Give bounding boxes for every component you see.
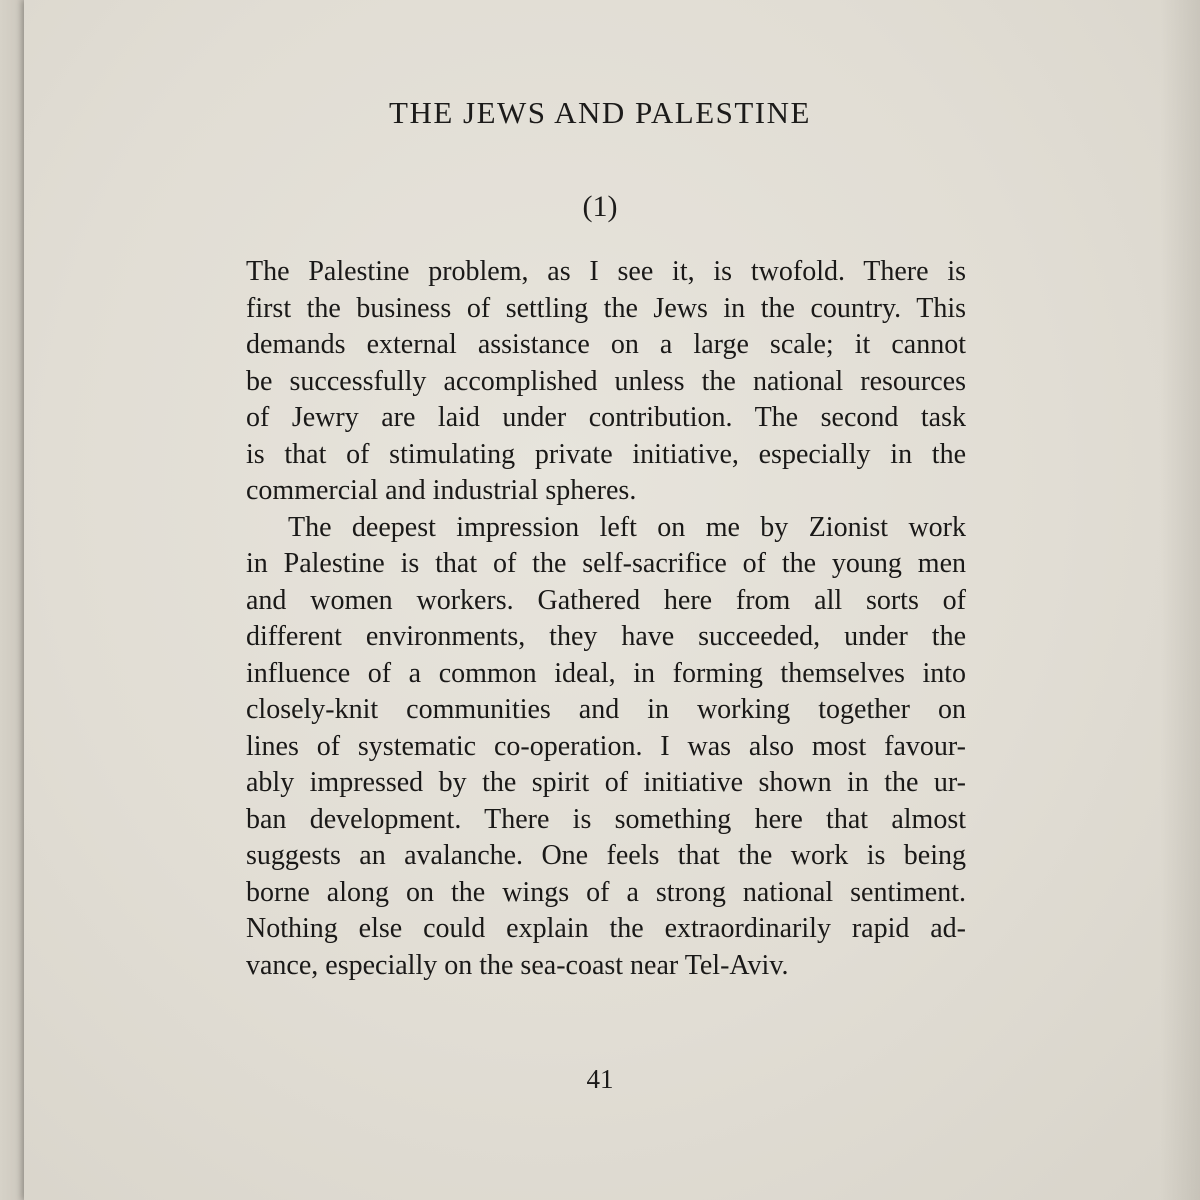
- page-number: 41: [586, 1064, 614, 1094]
- body-text: [246, 254, 966, 984]
- text-line: demands external assistance on a large scale; it cannot: [246, 329, 966, 360]
- page-shadow: [1160, 0, 1200, 1200]
- text-line: borne along on the wings of a strong national sentiment.: [246, 876, 966, 908]
- text-line: lines of systematic co-operation. I was also most favour-: [246, 730, 966, 762]
- paragraph: [246, 510, 966, 985]
- text-line: in Palestine is that of the self-sacrifice of the young men: [246, 548, 966, 579]
- text-line: different environments, they have succeeded, under the: [246, 621, 966, 652]
- text-line: influence of a common ideal, in forming themselves into: [246, 657, 966, 689]
- text-line: be successfully accomplished unless the national resources: [246, 365, 966, 397]
- text-line: closely-knit communities and in working together on: [246, 694, 966, 725]
- text-line: first the business of settling the Jews in the country. This: [246, 292, 966, 324]
- text-line: The Palestine problem, as I see it, is twofold. There is: [246, 256, 966, 287]
- section-number: (1): [582, 190, 618, 223]
- text-line: Nothing else could explain the extraordinarily rapid ad-: [246, 913, 966, 944]
- chapter-title: THE JEWS AND PALESTINE: [389, 95, 811, 130]
- text-line: and women workers. Gathered here from all sorts of: [246, 584, 966, 616]
- text-line: vance, especially on the sea-coast near Tel-Aviv.: [246, 949, 789, 981]
- text-line: ban development. There is something here that almost: [246, 803, 966, 835]
- paragraph: [246, 254, 966, 510]
- text-line: The deepest impression left on me by Zionist work: [288, 511, 966, 543]
- text-line: commercial and industrial spheres.: [246, 475, 637, 506]
- text-line: of Jewry are laid under contribution. The second task: [246, 402, 966, 433]
- text-line: is that of stimulating private initiative, especially in the: [246, 438, 966, 470]
- text-line: suggests an avalanche. One feels that the work is being: [246, 840, 966, 871]
- text-line: ably impressed by the spirit of initiative shown in the ur-: [246, 767, 966, 798]
